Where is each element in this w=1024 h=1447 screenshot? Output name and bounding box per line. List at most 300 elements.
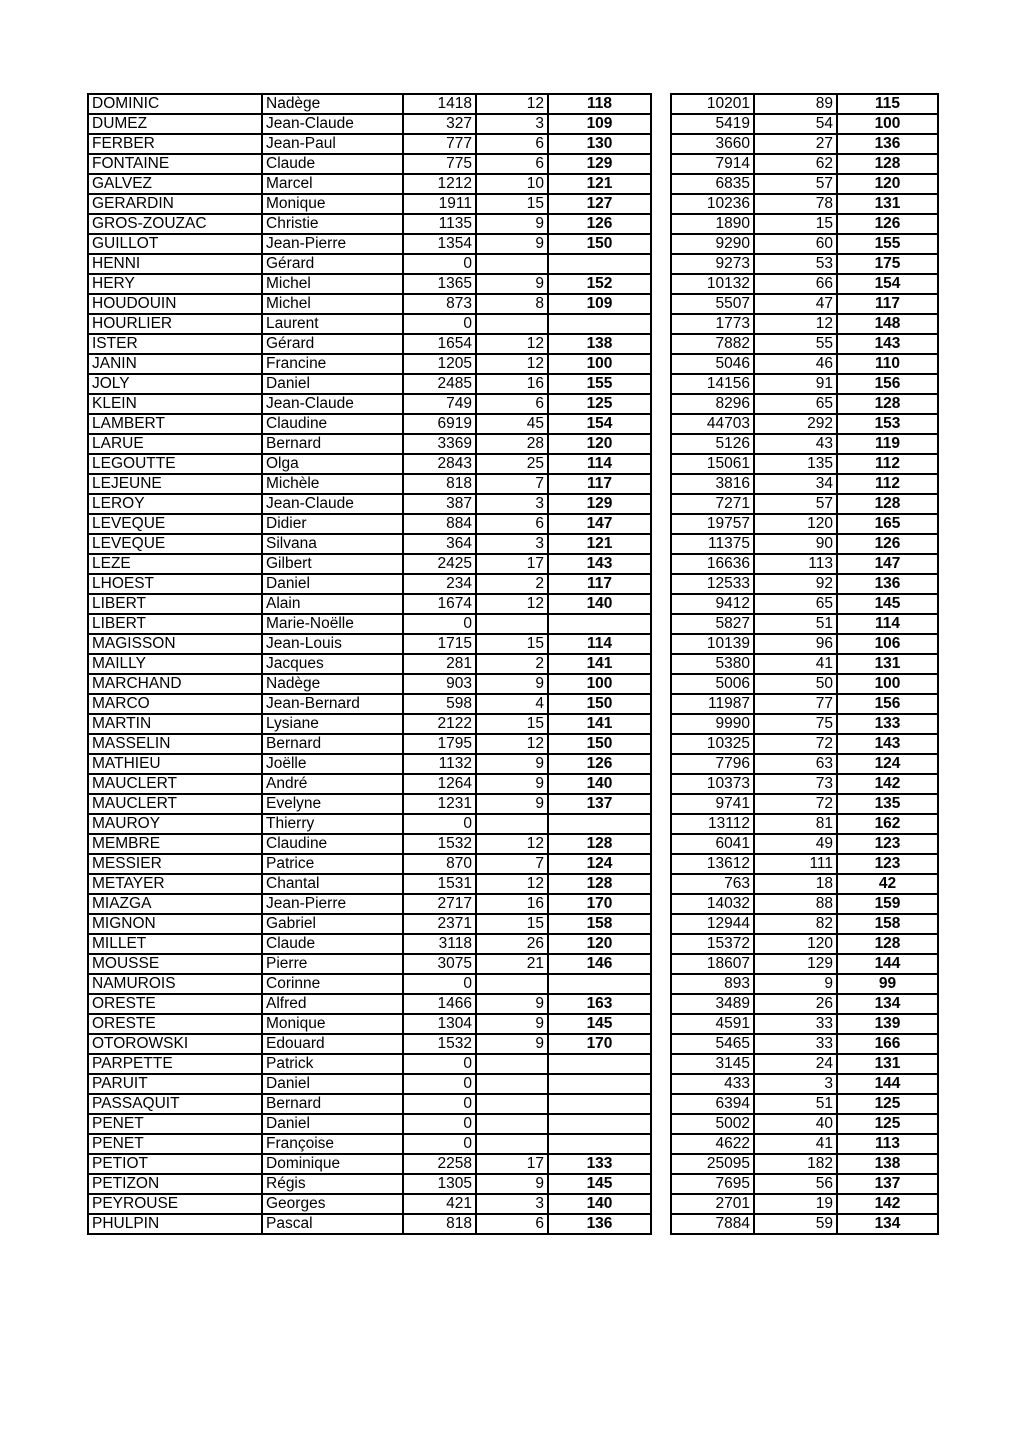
season-count-cell: 65 bbox=[754, 594, 837, 614]
total-cell: 1135 bbox=[403, 214, 476, 234]
table-row bbox=[671, 454, 938, 474]
table-row bbox=[88, 994, 651, 1014]
total-cell: 818 bbox=[403, 1214, 476, 1234]
table-row bbox=[671, 1094, 938, 1114]
season-total-cell: 5002 bbox=[671, 1114, 754, 1134]
total-cell: 327 bbox=[403, 114, 476, 134]
table-row bbox=[88, 414, 651, 434]
table-row bbox=[671, 1054, 938, 1074]
first-name-cell: Daniel bbox=[262, 1074, 403, 1094]
count-cell: 15 bbox=[476, 634, 548, 654]
right-results-table bbox=[670, 93, 939, 1235]
table-row bbox=[88, 1134, 651, 1154]
left-table-body bbox=[88, 94, 651, 1234]
season-total-cell: 7271 bbox=[671, 494, 754, 514]
first-name-cell: Patrice bbox=[262, 854, 403, 874]
season-count-cell: 57 bbox=[754, 494, 837, 514]
total-cell: 777 bbox=[403, 134, 476, 154]
table-row bbox=[671, 774, 938, 794]
first-name-cell: Thierry bbox=[262, 814, 403, 834]
count-cell: 3 bbox=[476, 534, 548, 554]
total-cell: 3369 bbox=[403, 434, 476, 454]
first-name-cell: Gérard bbox=[262, 254, 403, 274]
season-average-cell: 99 bbox=[837, 974, 938, 994]
total-cell: 1365 bbox=[403, 274, 476, 294]
count-cell bbox=[476, 1134, 548, 1154]
season-average-cell: 42 bbox=[837, 874, 938, 894]
count-cell: 9 bbox=[476, 214, 548, 234]
season-total-cell: 5380 bbox=[671, 654, 754, 674]
average-cell bbox=[548, 974, 651, 994]
first-name-cell: Régis bbox=[262, 1174, 403, 1194]
count-cell: 6 bbox=[476, 134, 548, 154]
season-average-cell: 156 bbox=[837, 694, 938, 714]
total-cell: 2258 bbox=[403, 1154, 476, 1174]
season-average-cell: 144 bbox=[837, 954, 938, 974]
total-cell: 1674 bbox=[403, 594, 476, 614]
first-name-cell: Jacques bbox=[262, 654, 403, 674]
total-cell: 1304 bbox=[403, 1014, 476, 1034]
season-total-cell: 44703 bbox=[671, 414, 754, 434]
table-row bbox=[88, 734, 651, 754]
season-average-cell: 136 bbox=[837, 574, 938, 594]
first-name-cell: Bernard bbox=[262, 734, 403, 754]
season-total-cell: 11375 bbox=[671, 534, 754, 554]
table-row bbox=[671, 834, 938, 854]
average-cell: 129 bbox=[548, 494, 651, 514]
count-cell: 16 bbox=[476, 894, 548, 914]
season-total-cell: 3489 bbox=[671, 994, 754, 1014]
season-count-cell: 27 bbox=[754, 134, 837, 154]
season-total-cell: 5827 bbox=[671, 614, 754, 634]
table-row bbox=[671, 434, 938, 454]
table-row bbox=[671, 714, 938, 734]
first-name-cell: Gabriel bbox=[262, 914, 403, 934]
last-name-cell: LARUE bbox=[88, 434, 262, 454]
season-count-cell: 135 bbox=[754, 454, 837, 474]
table-row bbox=[671, 94, 938, 114]
average-cell: 133 bbox=[548, 1154, 651, 1174]
total-cell: 2717 bbox=[403, 894, 476, 914]
average-cell: 109 bbox=[548, 294, 651, 314]
last-name-cell: FERBER bbox=[88, 134, 262, 154]
last-name-cell: MESSIER bbox=[88, 854, 262, 874]
season-count-cell: 292 bbox=[754, 414, 837, 434]
first-name-cell: Lysiane bbox=[262, 714, 403, 734]
last-name-cell: JANIN bbox=[88, 354, 262, 374]
count-cell: 12 bbox=[476, 734, 548, 754]
last-name-cell: MEMBRE bbox=[88, 834, 262, 854]
table-row bbox=[671, 854, 938, 874]
season-average-cell: 143 bbox=[837, 334, 938, 354]
season-average-cell: 120 bbox=[837, 174, 938, 194]
season-average-cell: 128 bbox=[837, 934, 938, 954]
average-cell bbox=[548, 314, 651, 334]
first-name-cell: Christie bbox=[262, 214, 403, 234]
first-name-cell: Daniel bbox=[262, 1114, 403, 1134]
table-row bbox=[671, 234, 938, 254]
season-total-cell: 8296 bbox=[671, 394, 754, 414]
average-cell: 170 bbox=[548, 1034, 651, 1054]
first-name-cell: André bbox=[262, 774, 403, 794]
last-name-cell: PENET bbox=[88, 1114, 262, 1134]
count-cell: 4 bbox=[476, 694, 548, 714]
table-row bbox=[88, 254, 651, 274]
last-name-cell: MIGNON bbox=[88, 914, 262, 934]
average-cell: 143 bbox=[548, 554, 651, 574]
count-cell: 9 bbox=[476, 774, 548, 794]
last-name-cell: NAMUROIS bbox=[88, 974, 262, 994]
season-count-cell: 59 bbox=[754, 1214, 837, 1234]
table-row bbox=[671, 1154, 938, 1174]
count-cell: 2 bbox=[476, 574, 548, 594]
season-total-cell: 12944 bbox=[671, 914, 754, 934]
total-cell: 818 bbox=[403, 474, 476, 494]
table-row bbox=[671, 414, 938, 434]
average-cell: 140 bbox=[548, 774, 651, 794]
total-cell: 0 bbox=[403, 1074, 476, 1094]
total-cell: 1212 bbox=[403, 174, 476, 194]
season-average-cell: 156 bbox=[837, 374, 938, 394]
table-row bbox=[88, 954, 651, 974]
season-average-cell: 142 bbox=[837, 774, 938, 794]
average-cell: 150 bbox=[548, 234, 651, 254]
season-count-cell: 60 bbox=[754, 234, 837, 254]
table-row bbox=[671, 934, 938, 954]
table-row bbox=[671, 394, 938, 414]
season-count-cell: 65 bbox=[754, 394, 837, 414]
count-cell: 9 bbox=[476, 274, 548, 294]
season-average-cell: 125 bbox=[837, 1094, 938, 1114]
last-name-cell: LEJEUNE bbox=[88, 474, 262, 494]
table-row bbox=[88, 174, 651, 194]
total-cell: 2122 bbox=[403, 714, 476, 734]
count-cell: 16 bbox=[476, 374, 548, 394]
last-name-cell: MOUSSE bbox=[88, 954, 262, 974]
season-count-cell: 12 bbox=[754, 314, 837, 334]
total-cell: 1532 bbox=[403, 834, 476, 854]
season-count-cell: 92 bbox=[754, 574, 837, 594]
average-cell: 125 bbox=[548, 394, 651, 414]
first-name-cell: Pierre bbox=[262, 954, 403, 974]
season-count-cell: 81 bbox=[754, 814, 837, 834]
first-name-cell: Joëlle bbox=[262, 754, 403, 774]
count-cell: 6 bbox=[476, 394, 548, 414]
average-cell: 126 bbox=[548, 754, 651, 774]
count-cell bbox=[476, 314, 548, 334]
season-average-cell: 131 bbox=[837, 194, 938, 214]
last-name-cell: LEVEQUE bbox=[88, 514, 262, 534]
last-name-cell: LEVEQUE bbox=[88, 534, 262, 554]
table-row bbox=[88, 934, 651, 954]
count-cell: 12 bbox=[476, 874, 548, 894]
season-count-cell: 66 bbox=[754, 274, 837, 294]
average-cell: 121 bbox=[548, 534, 651, 554]
season-count-cell: 26 bbox=[754, 994, 837, 1014]
total-cell: 903 bbox=[403, 674, 476, 694]
table-row bbox=[671, 154, 938, 174]
table-row bbox=[671, 594, 938, 614]
season-count-cell: 33 bbox=[754, 1014, 837, 1034]
average-cell bbox=[548, 1054, 651, 1074]
table-row bbox=[88, 114, 651, 134]
last-name-cell: PASSAQUIT bbox=[88, 1094, 262, 1114]
first-name-cell: Jean-Paul bbox=[262, 134, 403, 154]
season-average-cell: 128 bbox=[837, 494, 938, 514]
season-total-cell: 3145 bbox=[671, 1054, 754, 1074]
average-cell: 114 bbox=[548, 454, 651, 474]
first-name-cell: Corinne bbox=[262, 974, 403, 994]
average-cell bbox=[548, 614, 651, 634]
table-row bbox=[88, 194, 651, 214]
season-total-cell: 10325 bbox=[671, 734, 754, 754]
table-row bbox=[88, 334, 651, 354]
table-row bbox=[671, 254, 938, 274]
season-total-cell: 9273 bbox=[671, 254, 754, 274]
season-count-cell: 73 bbox=[754, 774, 837, 794]
total-cell: 0 bbox=[403, 974, 476, 994]
season-total-cell: 1773 bbox=[671, 314, 754, 334]
count-cell: 6 bbox=[476, 1214, 548, 1234]
total-cell: 0 bbox=[403, 1114, 476, 1134]
total-cell: 0 bbox=[403, 814, 476, 834]
last-name-cell: OTOROWSKI bbox=[88, 1034, 262, 1054]
season-average-cell: 137 bbox=[837, 1174, 938, 1194]
average-cell: 100 bbox=[548, 354, 651, 374]
season-average-cell: 126 bbox=[837, 214, 938, 234]
last-name-cell: LEROY bbox=[88, 494, 262, 514]
season-average-cell: 145 bbox=[837, 594, 938, 614]
average-cell bbox=[548, 814, 651, 834]
total-cell: 873 bbox=[403, 294, 476, 314]
last-name-cell: MAUCLERT bbox=[88, 794, 262, 814]
table-row bbox=[671, 294, 938, 314]
season-count-cell: 77 bbox=[754, 694, 837, 714]
first-name-cell: Evelyne bbox=[262, 794, 403, 814]
season-total-cell: 14032 bbox=[671, 894, 754, 914]
count-cell: 25 bbox=[476, 454, 548, 474]
season-count-cell: 47 bbox=[754, 294, 837, 314]
count-cell: 9 bbox=[476, 1014, 548, 1034]
season-average-cell: 142 bbox=[837, 1194, 938, 1214]
first-name-cell: Alfred bbox=[262, 994, 403, 1014]
table-row bbox=[88, 1074, 651, 1094]
first-name-cell: Marie-Noëlle bbox=[262, 614, 403, 634]
total-cell: 1231 bbox=[403, 794, 476, 814]
count-cell: 12 bbox=[476, 334, 548, 354]
count-cell bbox=[476, 1074, 548, 1094]
season-average-cell: 114 bbox=[837, 614, 938, 634]
first-name-cell: Daniel bbox=[262, 374, 403, 394]
last-name-cell: HOURLIER bbox=[88, 314, 262, 334]
last-name-cell: DOMINIC bbox=[88, 94, 262, 114]
table-row bbox=[671, 194, 938, 214]
first-name-cell: Jean-Claude bbox=[262, 394, 403, 414]
table-row bbox=[88, 594, 651, 614]
season-average-cell: 131 bbox=[837, 1054, 938, 1074]
last-name-cell: MARCHAND bbox=[88, 674, 262, 694]
first-name-cell: Bernard bbox=[262, 434, 403, 454]
last-name-cell: GERARDIN bbox=[88, 194, 262, 214]
last-name-cell: MARTIN bbox=[88, 714, 262, 734]
total-cell: 1466 bbox=[403, 994, 476, 1014]
season-average-cell: 166 bbox=[837, 1034, 938, 1054]
season-total-cell: 5419 bbox=[671, 114, 754, 134]
table-row bbox=[671, 894, 938, 914]
table-row bbox=[88, 1214, 651, 1234]
total-cell: 2843 bbox=[403, 454, 476, 474]
average-cell: 145 bbox=[548, 1174, 651, 1194]
table-row bbox=[88, 1094, 651, 1114]
last-name-cell: PETIOT bbox=[88, 1154, 262, 1174]
last-name-cell: HERY bbox=[88, 274, 262, 294]
season-average-cell: 133 bbox=[837, 714, 938, 734]
season-average-cell: 159 bbox=[837, 894, 938, 914]
season-count-cell: 54 bbox=[754, 114, 837, 134]
season-total-cell: 15061 bbox=[671, 454, 754, 474]
average-cell: 120 bbox=[548, 934, 651, 954]
season-average-cell: 148 bbox=[837, 314, 938, 334]
table-row bbox=[671, 1214, 938, 1234]
season-total-cell: 10201 bbox=[671, 94, 754, 114]
table-row bbox=[671, 474, 938, 494]
table-row bbox=[88, 894, 651, 914]
table-row bbox=[671, 574, 938, 594]
first-name-cell: Gilbert bbox=[262, 554, 403, 574]
count-cell: 8 bbox=[476, 294, 548, 314]
table-row bbox=[671, 874, 938, 894]
season-count-cell: 72 bbox=[754, 794, 837, 814]
season-total-cell: 763 bbox=[671, 874, 754, 894]
last-name-cell: PEYROUSE bbox=[88, 1194, 262, 1214]
table-row bbox=[671, 614, 938, 634]
season-total-cell: 1890 bbox=[671, 214, 754, 234]
table-row bbox=[671, 494, 938, 514]
season-count-cell: 51 bbox=[754, 614, 837, 634]
first-name-cell: Gérard bbox=[262, 334, 403, 354]
average-cell: 154 bbox=[548, 414, 651, 434]
season-count-cell: 50 bbox=[754, 674, 837, 694]
season-average-cell: 136 bbox=[837, 134, 938, 154]
total-cell: 281 bbox=[403, 654, 476, 674]
count-cell: 17 bbox=[476, 1154, 548, 1174]
first-name-cell: Monique bbox=[262, 194, 403, 214]
season-total-cell: 7882 bbox=[671, 334, 754, 354]
total-cell: 3118 bbox=[403, 934, 476, 954]
table-row bbox=[88, 134, 651, 154]
last-name-cell: GUILLOT bbox=[88, 234, 262, 254]
table-row bbox=[671, 694, 938, 714]
season-total-cell: 25095 bbox=[671, 1154, 754, 1174]
season-count-cell: 15 bbox=[754, 214, 837, 234]
table-row bbox=[88, 694, 651, 714]
count-cell bbox=[476, 1054, 548, 1074]
table-row bbox=[88, 914, 651, 934]
average-cell: 138 bbox=[548, 334, 651, 354]
count-cell: 9 bbox=[476, 1034, 548, 1054]
table-row bbox=[88, 574, 651, 594]
table-row bbox=[88, 674, 651, 694]
season-total-cell: 16636 bbox=[671, 554, 754, 574]
last-name-cell: HENNI bbox=[88, 254, 262, 274]
season-average-cell: 124 bbox=[837, 754, 938, 774]
average-cell: 170 bbox=[548, 894, 651, 914]
table-row bbox=[88, 834, 651, 854]
table-row bbox=[88, 1174, 651, 1194]
count-cell: 7 bbox=[476, 474, 548, 494]
last-name-cell: HOUDOUIN bbox=[88, 294, 262, 314]
table-row bbox=[88, 554, 651, 574]
season-total-cell: 7695 bbox=[671, 1174, 754, 1194]
count-cell bbox=[476, 614, 548, 634]
first-name-cell: Didier bbox=[262, 514, 403, 534]
total-cell: 0 bbox=[403, 254, 476, 274]
total-cell: 1418 bbox=[403, 94, 476, 114]
season-count-cell: 63 bbox=[754, 754, 837, 774]
total-cell: 1715 bbox=[403, 634, 476, 654]
season-average-cell: 162 bbox=[837, 814, 938, 834]
last-name-cell: LEZE bbox=[88, 554, 262, 574]
table-row bbox=[671, 534, 938, 554]
table-row bbox=[88, 94, 651, 114]
first-name-cell: Dominique bbox=[262, 1154, 403, 1174]
average-cell: 126 bbox=[548, 214, 651, 234]
table-row bbox=[671, 514, 938, 534]
season-count-cell: 91 bbox=[754, 374, 837, 394]
season-total-cell: 6835 bbox=[671, 174, 754, 194]
last-name-cell: GALVEZ bbox=[88, 174, 262, 194]
average-cell: 140 bbox=[548, 594, 651, 614]
season-count-cell: 120 bbox=[754, 514, 837, 534]
average-cell bbox=[548, 1094, 651, 1114]
season-total-cell: 19757 bbox=[671, 514, 754, 534]
table-row bbox=[88, 1034, 651, 1054]
season-average-cell: 153 bbox=[837, 414, 938, 434]
first-name-cell: Daniel bbox=[262, 574, 403, 594]
season-total-cell: 5006 bbox=[671, 674, 754, 694]
last-name-cell: GROS-ZOUZAC bbox=[88, 214, 262, 234]
last-name-cell: MAUROY bbox=[88, 814, 262, 834]
table-row bbox=[88, 494, 651, 514]
table-row bbox=[88, 754, 651, 774]
table-row bbox=[671, 1134, 938, 1154]
count-cell bbox=[476, 254, 548, 274]
season-total-cell: 2701 bbox=[671, 1194, 754, 1214]
table-row bbox=[88, 474, 651, 494]
table-row bbox=[88, 234, 651, 254]
season-count-cell: 41 bbox=[754, 1134, 837, 1154]
last-name-cell: PARPETTE bbox=[88, 1054, 262, 1074]
season-average-cell: 100 bbox=[837, 114, 938, 134]
first-name-cell: Nadège bbox=[262, 674, 403, 694]
table-row bbox=[88, 634, 651, 654]
season-average-cell: 112 bbox=[837, 454, 938, 474]
average-cell bbox=[548, 1114, 651, 1134]
season-count-cell: 120 bbox=[754, 934, 837, 954]
average-cell: 129 bbox=[548, 154, 651, 174]
season-total-cell: 4591 bbox=[671, 1014, 754, 1034]
last-name-cell: MASSELIN bbox=[88, 734, 262, 754]
season-average-cell: 134 bbox=[837, 1214, 938, 1234]
first-name-cell: Françoise bbox=[262, 1134, 403, 1154]
table-row bbox=[671, 314, 938, 334]
last-name-cell: PHULPIN bbox=[88, 1214, 262, 1234]
season-total-cell: 10373 bbox=[671, 774, 754, 794]
first-name-cell: Patrick bbox=[262, 1054, 403, 1074]
average-cell: 121 bbox=[548, 174, 651, 194]
table-row bbox=[671, 954, 938, 974]
season-average-cell: 125 bbox=[837, 1114, 938, 1134]
